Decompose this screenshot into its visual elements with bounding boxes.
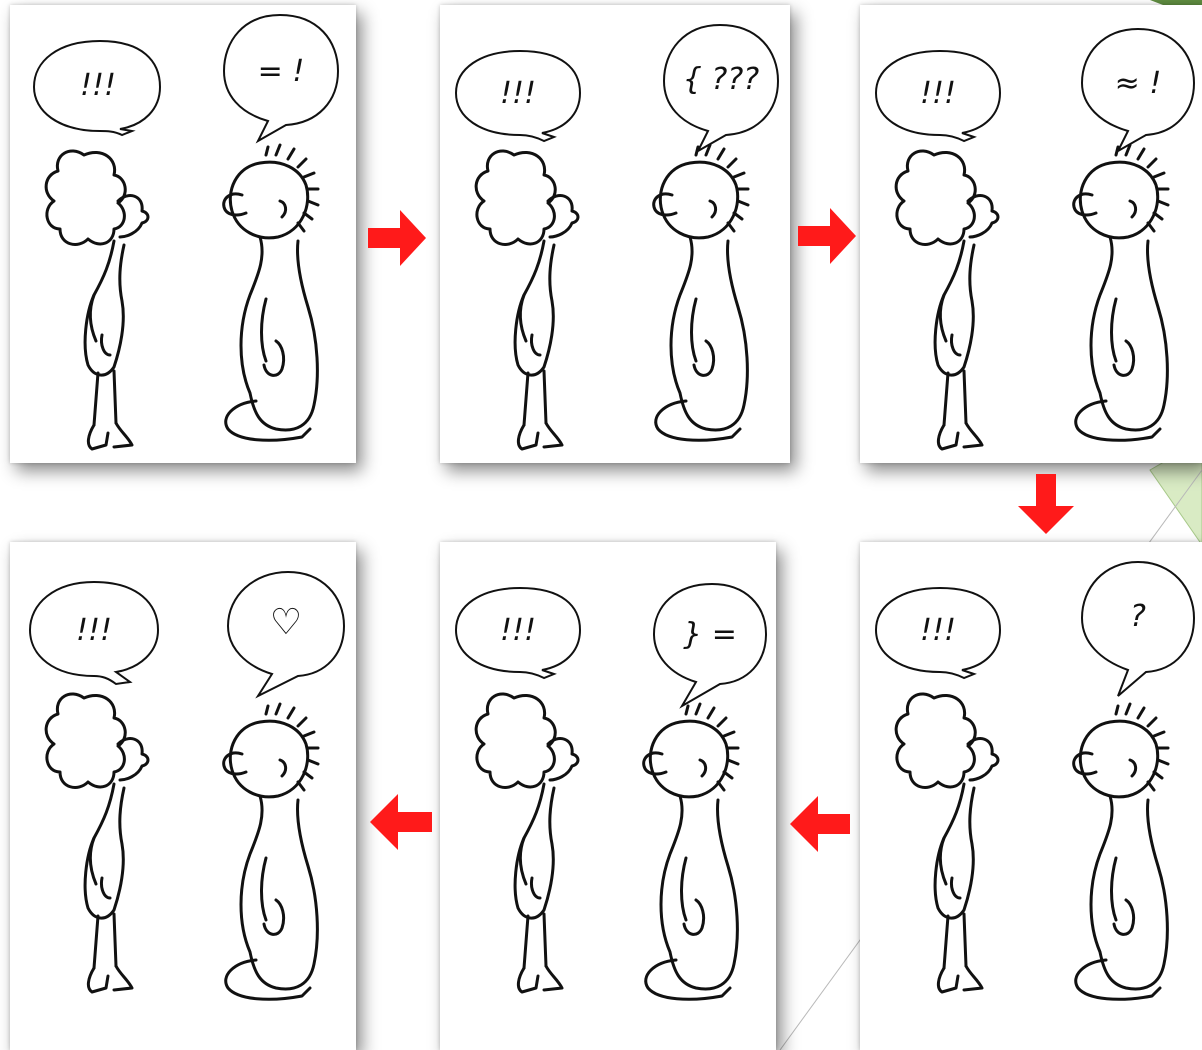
arrow-shape [790, 796, 850, 852]
left-bubble-text: !!! [919, 76, 957, 111]
arrow-left-5-to-6 [368, 794, 432, 850]
left-bubble-text: !!! [919, 613, 957, 648]
man-figure [224, 145, 318, 440]
woman-figure [46, 694, 148, 992]
arrow-right-1-to-2 [368, 210, 428, 266]
comic-panel-4 [860, 542, 1202, 1050]
right-bubble-text: ? [1130, 599, 1146, 634]
man-figure [224, 704, 318, 999]
comic-panel-1 [10, 5, 356, 463]
woman-figure [896, 694, 998, 992]
right-bubble-text: ♡ [269, 602, 303, 643]
man-figure [1074, 704, 1168, 999]
right-bubble-text: ≈ ! [1114, 66, 1162, 101]
woman-figure [476, 151, 578, 449]
arrow-right-2-to-3 [798, 208, 858, 264]
comic-panel-5 [440, 542, 776, 1050]
man-figure [1074, 145, 1168, 440]
right-bubble-text: } = [683, 617, 737, 652]
arrow-left-4-to-5 [788, 796, 850, 852]
comic-panel-2 [440, 5, 790, 463]
arrow-shape [368, 210, 426, 266]
arrow-shape [798, 208, 856, 264]
arrow-shape [370, 794, 432, 850]
left-bubble-text: !!! [499, 76, 537, 111]
right-bubble-text: { ??? [682, 62, 760, 97]
man-figure [654, 145, 748, 440]
right-bubble-text: = ! [257, 54, 305, 89]
arrow-down-3-to-4 [1018, 474, 1074, 536]
man-figure [644, 704, 738, 999]
arrow-shape [1018, 474, 1074, 534]
left-bubble-text: !!! [499, 613, 537, 648]
woman-figure [46, 151, 148, 449]
woman-figure [476, 694, 578, 992]
left-bubble-text: !!! [75, 613, 113, 648]
woman-figure [896, 151, 998, 449]
left-bubble-text: !!! [79, 68, 117, 103]
comic-panel-3 [860, 5, 1202, 463]
comic-panel-6 [10, 542, 356, 1050]
